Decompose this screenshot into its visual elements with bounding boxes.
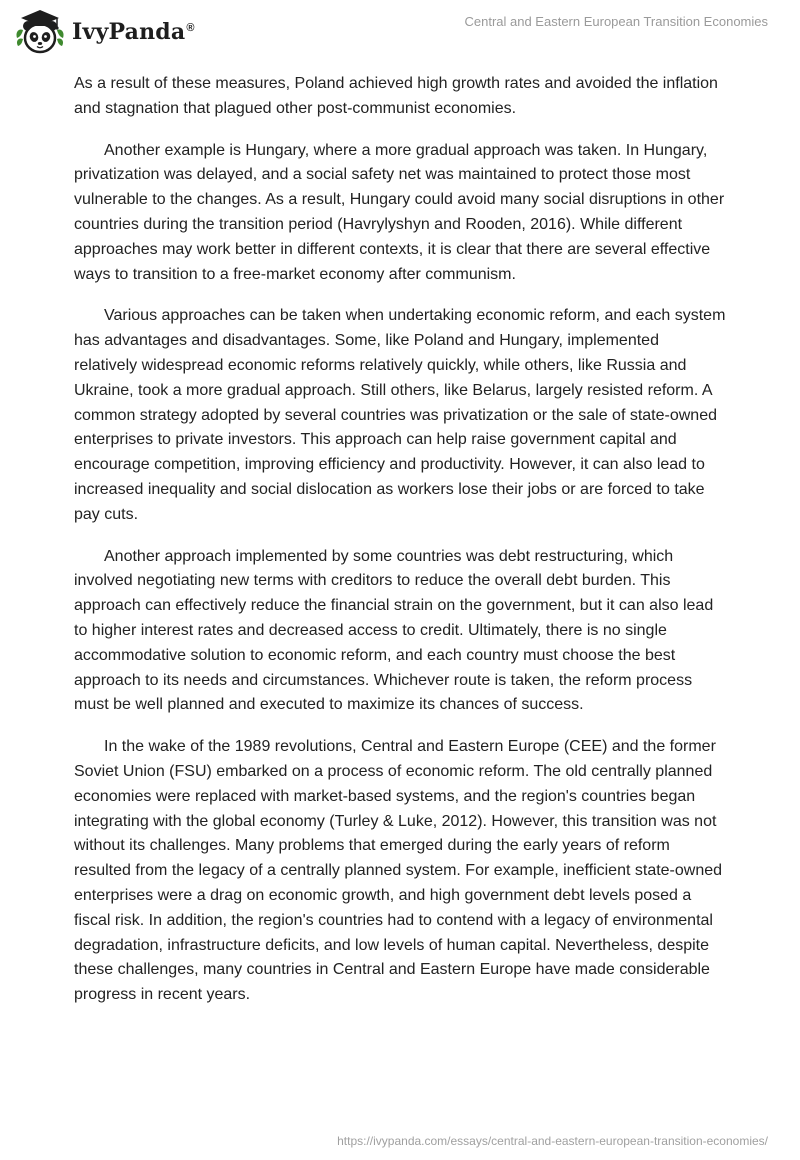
paragraph: In the wake of the 1989 revolutions, Central and Eastern Europe (CEE) and the former Soviet Union (FSU) embarked on a process of economic reform. The old centrally planned economies were replaced with market-based systems, and the region's countries began integrating with the global economy (Turley & Luke, 2012). However, this transition was not without its challenges. Many problems that emerged during the early years of reform resulted from the legacy of a centrally planned system. For example, inefficient state-owned enterprises were a drag on economic growth, and high government debt levels posed a fiscal risk. In addition, the region's countries had to contend with a legacy of environmental degradation, infrastructure deficits, and low levels of human capital. Nevertheless, despite these challenges, many countries in Central and Eastern Europe have made considerable progress in recent years. bbox=[74, 738, 723, 1004]
brand-text: IvyPanda bbox=[72, 19, 186, 45]
essay-body bbox=[74, 72, 726, 1025]
ivypanda-logo[interactable] bbox=[14, 8, 195, 56]
paragraph: As a result of these measures, Poland achieved high growth rates and avoided the inflation and stagnation that plagued other post-communist economies. bbox=[74, 75, 718, 117]
paragraph: Another example is Hungary, where a more gradual approach was taken. In Hungary, privatization was delayed, and a social safety net was maintained to protect those most vulnerable to the changes. As a result, Hungary could avoid many social disruptions in other countries during the transition period (Havrylyshyn and Rooden, 2016). While different approaches may work better in different contexts, it is clear that there are several effective ways to transition to a free-market economy after communism. bbox=[74, 141, 725, 283]
running-title: Central and Eastern European Transition Economies bbox=[464, 14, 768, 29]
paragraph: Another approach implemented by some countries was debt restructuring, which involved negotiating new terms with creditors to reduce the overall debt burden. This approach can effectively reduce the financial strain on the government, but it can also lead to higher interest rates and decreased access to credit. Ultimately, there is no single accommodative solution to economic reform, and each country must choose the best approach to its needs and circumstances. Whichever route is taken, the reform process must be well planned and executed to maximize its chances of success. bbox=[74, 547, 714, 714]
paragraph: Various approaches can be taken when undertaking economic reform, and each system has advantages and disadvantages. Some, like Poland and Hungary, implemented relatively widespread economic reforms relatively quickly, while others, like Russia and Ukraine, took a more gradual approach. Still others, like Belarus, largely resisted reform. A common strategy adopted by several countries was privatization or the sale of state-owned enterprises to private investors. This approach can help raise government capital and encourage competition, improving efficiency and productivity. However, it can also lead to increased inequality and social dislocation as workers lose their jobs or are forced to take pay cuts. bbox=[74, 307, 726, 523]
panda-graduate-logo-icon bbox=[14, 8, 66, 56]
page-header bbox=[0, 0, 800, 70]
registered-mark: ® bbox=[186, 21, 195, 34]
brand-name bbox=[72, 19, 195, 45]
source-url[interactable]: https://ivypanda.com/essays/central-and-eastern-european-transition-economies/ bbox=[337, 1134, 768, 1148]
